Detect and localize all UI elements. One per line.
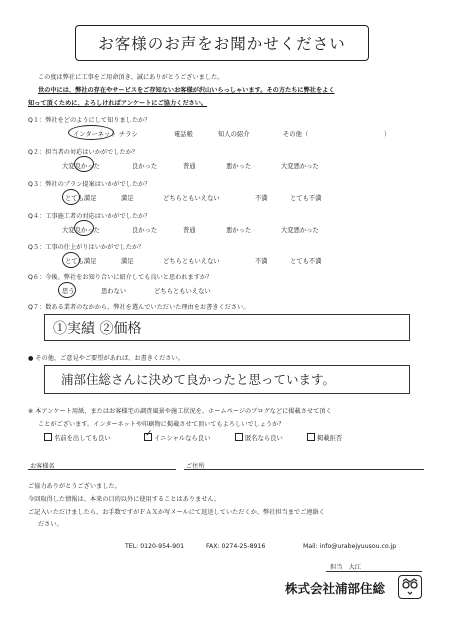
tel: TEL: 0120-954-901: [125, 543, 185, 550]
address-field-line[interactable]: [184, 469, 424, 470]
closing-line-3b: ださい。: [38, 521, 63, 528]
fax: FAX: 0274-25-8916: [206, 543, 266, 550]
name-field-line[interactable]: [28, 469, 176, 470]
q2-option[interactable]: 良かった: [132, 163, 158, 170]
q4-option[interactable]: 良かった: [132, 227, 158, 234]
q5-option[interactable]: 満足: [121, 258, 134, 265]
consent-line-1: ※ 本アンケート用紙、またはお客様宅の調査風景や施工状況を、ホームページのブログなどに掲載させて頂く: [28, 408, 332, 415]
q6-option[interactable]: どちらともいえない: [154, 288, 211, 295]
q3-option[interactable]: 不満: [255, 195, 268, 202]
selection-circle: [62, 189, 80, 205]
consent-option-refuse[interactable]: [307, 433, 342, 442]
intro-line-1: この度は弊社に工事をご用命頂き、誠にありがとうございました。: [38, 74, 224, 81]
q1-close-paren: ）: [384, 131, 391, 138]
other-question: ● その他、ご意見やご要望があれば、お書きください。: [28, 355, 184, 362]
q5-option[interactable]: とても不満: [290, 258, 322, 265]
consent-option-label: 匿名なら良い: [245, 435, 283, 442]
q5-text: Q５：工事の仕上がりはいかがでしたか？: [28, 244, 145, 251]
q4-text: Q４：工事施工者の対応はいかがでしたか？: [28, 213, 151, 220]
q5-option[interactable]: とても満足: [65, 258, 97, 265]
q3-option[interactable]: どちらともいえない: [163, 195, 220, 202]
checkmark-icon: ✓: [145, 429, 153, 439]
other-answer-box[interactable]: [44, 365, 410, 394]
selection-circle: [68, 125, 114, 140]
q5-option[interactable]: 不満: [255, 258, 268, 265]
q3-text: Q３：弊社のプラン提案はいかがでしたか？: [28, 181, 151, 188]
consent-option-anonymous[interactable]: [235, 433, 283, 442]
checkbox[interactable]: [44, 433, 52, 441]
q6-option[interactable]: 思わない: [101, 288, 127, 295]
checkbox-checked[interactable]: [144, 429, 153, 441]
q1-option[interactable]: チラシ: [119, 131, 138, 138]
consent-option-label: 掲載拒否: [317, 435, 343, 442]
q1-option[interactable]: その他（: [283, 131, 309, 138]
q3-option[interactable]: とても満足: [65, 195, 97, 202]
company-name: 株式会社浦部住総: [285, 581, 386, 596]
q2-option[interactable]: 大変良かった: [62, 163, 100, 170]
q1-text: Q１：弊社をどのようにして知りましたか？: [28, 117, 151, 124]
other-text: その他、ご意見やご要望があれば、お書きください。: [35, 355, 184, 362]
q1-option[interactable]: 電話帳: [174, 131, 193, 138]
page-title: お客様のお声をお聞かせください: [75, 25, 369, 61]
q4-option[interactable]: 普通: [183, 227, 196, 234]
staff-name: 大江: [348, 564, 361, 571]
q7-answer-box[interactable]: [44, 314, 410, 341]
consent-option-name[interactable]: [44, 433, 111, 442]
selection-circle: [74, 156, 94, 172]
intro-line-3: 知って頂くために、よろしければアンケートにご協力ください。: [28, 100, 208, 107]
name-label: お客様名: [30, 463, 55, 470]
selection-circle: [58, 282, 76, 298]
staff: [330, 562, 361, 571]
staff-label: 担当: [330, 564, 343, 571]
q7-text: Q７：数ある業者のなかから、弊社を選んでいただいた理由をお書きください。: [28, 304, 250, 311]
mail: Mail: info@urabejyuusou.co.jp: [303, 543, 397, 550]
consent-option-label: 名前を出しても良い: [54, 435, 111, 442]
q3-option[interactable]: とても不満: [290, 195, 322, 202]
q6-option[interactable]: 思う: [62, 288, 75, 295]
consent-option-initial[interactable]: [144, 429, 211, 442]
q2-text: Q２：担当者の対応はいかがでしたか？: [28, 149, 139, 156]
q1-option[interactable]: 知人の紹介: [218, 131, 250, 138]
q7-handwritten-answer: ①実績 ②価格: [53, 321, 142, 337]
selection-circle: [74, 220, 94, 236]
q4-option[interactable]: 大変悪かった: [281, 227, 319, 234]
consent-line-2: ことがございます。インターネットや印刷物に掲載させて頂いてもよろしいでしょうか？: [38, 421, 285, 428]
staff-line: [326, 571, 422, 572]
q6-text: Q６：今後、弊社をお知り合いに紹介しても良いと思われますか？: [28, 274, 213, 281]
q2-option[interactable]: 悪かった: [226, 163, 252, 170]
q3-option[interactable]: 満足: [121, 195, 134, 202]
closing-line-1: ご協力ありがとうございました。: [28, 483, 121, 490]
q1-option[interactable]: インターネット: [73, 131, 117, 138]
closing-line-3a: ご記入いただけましたら、お手数ですがＦＡＸか写メールにて返送していただくか、弊社担当までご連絡く: [28, 509, 325, 516]
q4-option[interactable]: 大変良かった: [62, 227, 100, 234]
company-logo-icon: [398, 575, 422, 599]
other-handwritten-answer: 浦部住総さんに決めて良かったと思っています。: [61, 372, 336, 387]
q5-option[interactable]: どちらともいえない: [163, 258, 220, 265]
address-label: ご住所: [186, 463, 205, 470]
q2-option[interactable]: 普通: [183, 163, 196, 170]
checkbox[interactable]: [307, 433, 315, 441]
q4-option[interactable]: 悪かった: [226, 227, 252, 234]
selection-circle: [62, 252, 80, 268]
q2-option[interactable]: 大変悪かった: [281, 163, 319, 170]
checkbox[interactable]: [235, 433, 243, 441]
closing-line-2: 今回取得した情報は、本来の目的以外に使用することはありません。: [28, 496, 221, 503]
consent-option-label: イニシャルなら良い: [154, 435, 211, 442]
intro-line-2: 世の中には、弊社の存在やサービスをご存知ないお客様が沢山いらっしゃいます。その方たちに弊社をよく: [38, 87, 335, 94]
